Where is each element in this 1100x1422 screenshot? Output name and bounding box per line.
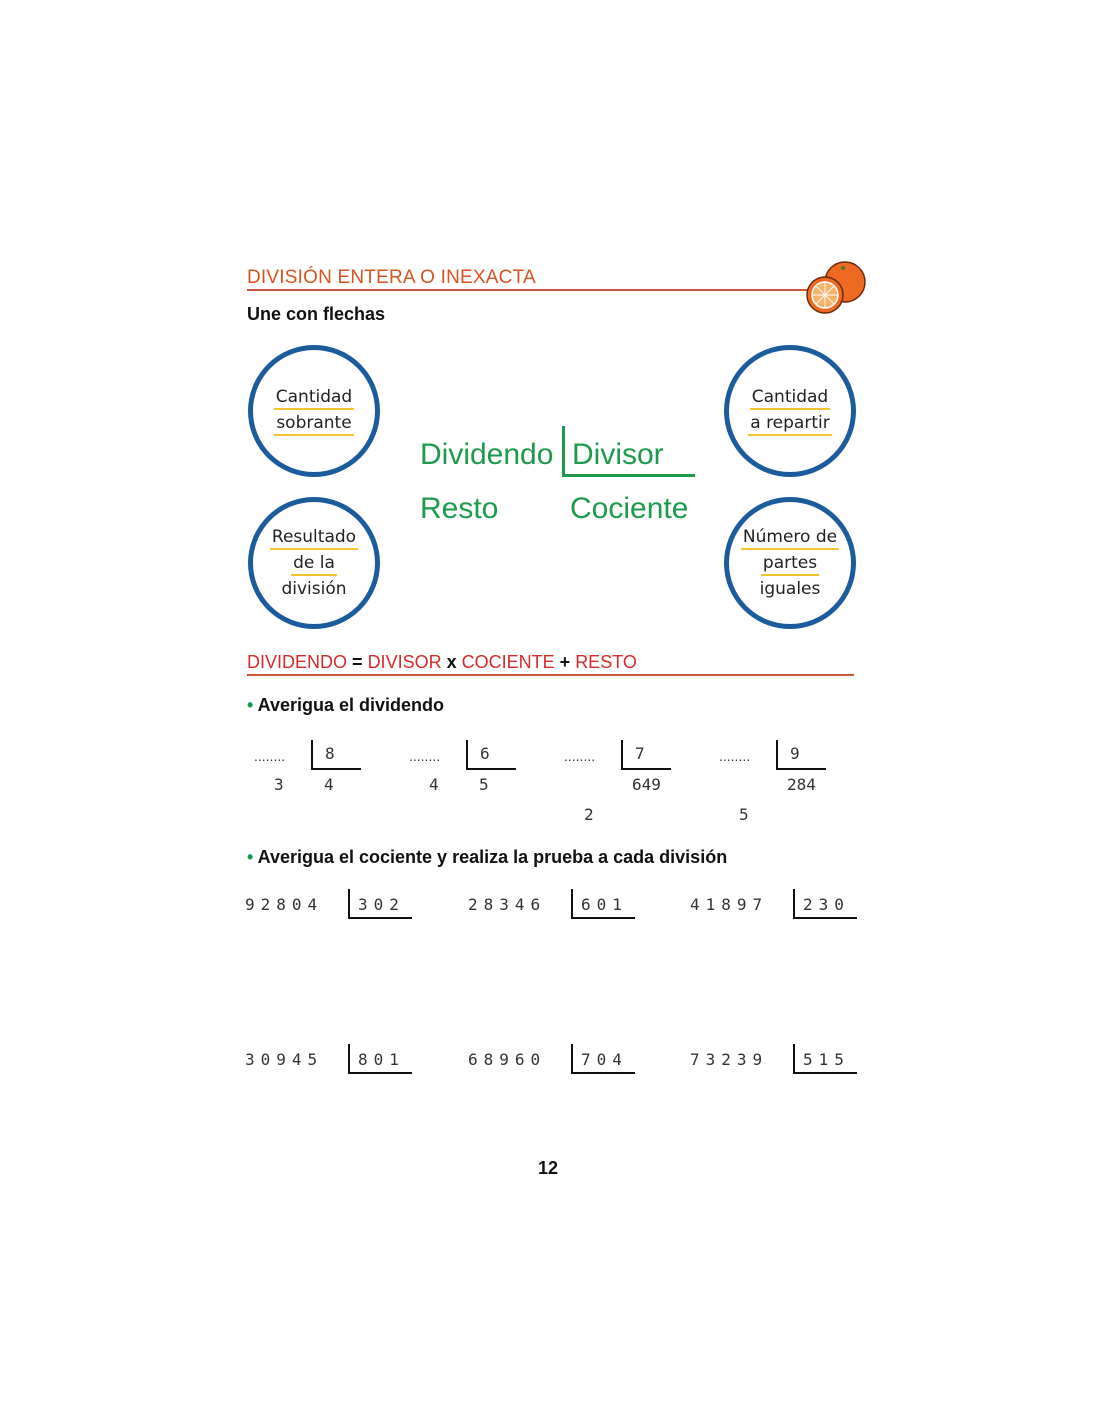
- formula-divider: [247, 674, 854, 676]
- circle-text: Cantidad: [274, 386, 354, 410]
- dividend: 68960: [468, 1050, 547, 1069]
- division-bracket: [466, 740, 516, 770]
- divisor: 7: [635, 744, 645, 763]
- circle-text: Número de: [741, 526, 839, 550]
- quotient-answer-area[interactable]: [795, 923, 855, 1043]
- exercise2-title-text: Averigua el cociente y realiza la prueba a cada división: [257, 847, 728, 867]
- division-bracket: [776, 740, 826, 770]
- label-resto[interactable]: Resto: [420, 492, 499, 525]
- dividend: 73239: [690, 1050, 769, 1069]
- formula-resto: RESTO: [575, 652, 637, 672]
- label-dividendo[interactable]: Dividendo: [420, 438, 554, 471]
- division-bracket: [311, 740, 361, 770]
- divisor: 6: [480, 744, 490, 763]
- divisor: 515: [803, 1050, 850, 1069]
- page-number: 12: [538, 1158, 559, 1178]
- circle-text: a repartir: [748, 412, 831, 436]
- label-divisor[interactable]: Divisor: [572, 438, 664, 471]
- quotient: 284: [787, 775, 816, 794]
- circle-text: Resultado: [270, 526, 358, 550]
- quotient: 5: [479, 775, 489, 794]
- instruction: Une con flechas: [247, 304, 386, 324]
- quotient-answer-area[interactable]: [795, 1078, 855, 1198]
- circle-cantidad-repartir[interactable]: [724, 345, 856, 477]
- circle-cantidad-sobrante[interactable]: [248, 345, 380, 477]
- orange-fruit-icon: [805, 258, 869, 320]
- divisor: 601: [581, 895, 628, 914]
- section-title: DIVISIÓN ENTERA O INEXACTA: [247, 267, 536, 288]
- circle-text: partes: [761, 552, 819, 576]
- dividend-blank[interactable]: ........: [564, 748, 596, 764]
- quotient-answer-area[interactable]: [573, 923, 633, 1043]
- formula-divisor: DIVISOR: [367, 652, 442, 672]
- bullet: •: [247, 695, 254, 715]
- dividend: 30945: [245, 1050, 324, 1069]
- divisor: 8: [325, 744, 335, 763]
- circle-text: sobrante: [274, 412, 353, 436]
- exercise2-title: [247, 847, 727, 868]
- quotient-answer-area[interactable]: [573, 1078, 633, 1198]
- circle-text: división: [281, 579, 347, 599]
- circle-text: Cantidad: [750, 386, 830, 410]
- circle-numero-partes[interactable]: [724, 497, 856, 629]
- remainder: 4: [429, 775, 439, 794]
- dividend: 92804: [245, 895, 324, 914]
- remainder: 5: [739, 805, 749, 824]
- divisor: 801: [358, 1050, 405, 1069]
- quotient-answer-area[interactable]: [350, 923, 410, 1043]
- quotient: 4: [324, 775, 334, 794]
- formula-equals: =: [352, 652, 363, 672]
- dividend: 28346: [468, 895, 547, 914]
- remainder: 2: [584, 805, 594, 824]
- formula-cociente: COCIENTE: [461, 652, 555, 672]
- quotient-answer-area[interactable]: [350, 1078, 410, 1198]
- divisor: 302: [358, 895, 405, 914]
- dividend-blank[interactable]: ........: [254, 748, 286, 764]
- dividend: 41897: [690, 895, 769, 914]
- dividend-blank[interactable]: ........: [409, 748, 441, 764]
- divisor: 9: [790, 744, 800, 763]
- circle-resultado[interactable]: [248, 497, 380, 629]
- formula-dividendo: DIVIDENDO: [247, 652, 348, 672]
- divisor: 230: [803, 895, 850, 914]
- exercise1-title-text: Averigua el dividendo: [257, 695, 445, 715]
- dividend-blank[interactable]: ........: [719, 748, 751, 764]
- formula-plus: +: [559, 652, 571, 672]
- formula-times: x: [446, 652, 457, 672]
- circle-text: iguales: [759, 579, 821, 599]
- formula: [247, 652, 637, 673]
- label-cociente[interactable]: Cociente: [570, 492, 689, 525]
- circle-text: de la: [291, 552, 337, 576]
- divisor: 704: [581, 1050, 628, 1069]
- remainder: 3: [274, 775, 284, 794]
- exercise1-title: [247, 695, 444, 716]
- title-divider: [247, 289, 817, 291]
- bullet: •: [247, 847, 254, 867]
- division-bracket: [621, 740, 671, 770]
- quotient: 649: [632, 775, 661, 794]
